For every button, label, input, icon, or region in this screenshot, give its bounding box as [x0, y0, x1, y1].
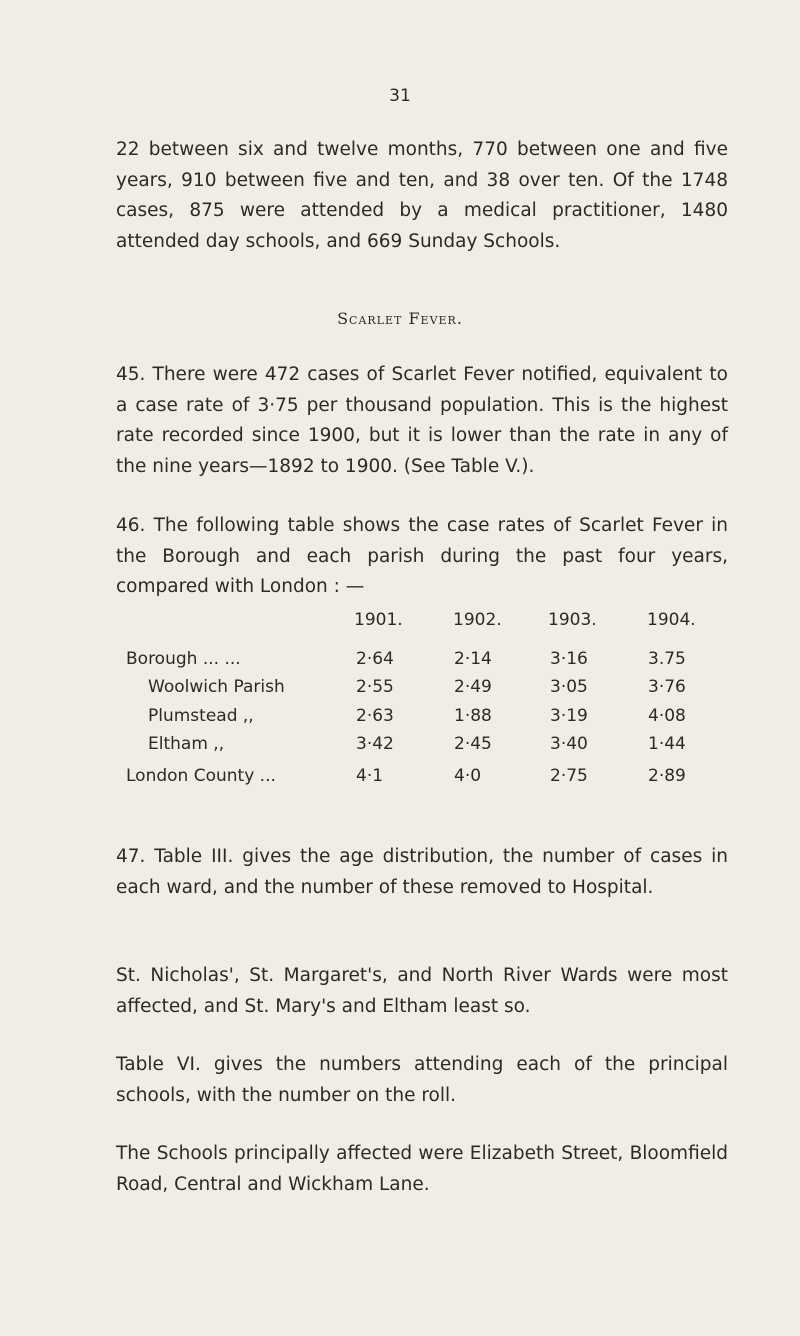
table-cell: 4·08: [648, 706, 686, 726]
paragraph-47: 47. Table III. gives the age distribution, the number of cases in each ward, and the number of these removed to Hospital.: [116, 846, 728, 898]
paragraph-46: 46. The following table shows the case rates of Scarlet Fever in the Borough and each parish during the past four years, compared with London : —: [116, 515, 728, 597]
table-cell: 2·14: [454, 649, 492, 669]
table-cell: 2·55: [356, 677, 394, 697]
table-cell: 2·75: [550, 766, 588, 786]
table-cell: 3·16: [550, 649, 588, 669]
table-cell: 3.75: [648, 649, 686, 669]
table-header: 1903.: [548, 610, 597, 630]
case-rate-table: [116, 610, 736, 786]
table-row-label: London County ...: [126, 766, 276, 786]
table-cell: 3·42: [356, 734, 394, 754]
paragraph-45: 45. There were 472 cases of Scarlet Fever notified, equivalent to a case rate of 3·75 per thousand population. This is the highest rate recorded since 1900, but it is lower than the rate in any of the nine years—1892 to 1900. (See Table V.).: [116, 364, 728, 477]
table-cell: 4·0: [454, 766, 482, 786]
table-cell: 4·1: [356, 766, 384, 786]
paragraph-continuation: 22 between six and twelve months, 770 between one and five years, 910 between five and ten, and 38 over ten. Of the 1748 cases, 875 were attended by a medical practitioner, 1480 attended day schools, and 669 Sunday Schools.: [116, 139, 728, 252]
section-heading: Scarlet Fever.: [337, 309, 463, 328]
table-header: 1904.: [647, 610, 696, 630]
table-cell: 2·45: [454, 734, 492, 754]
table-row-label: Eltham ,,: [148, 734, 225, 754]
table-cell: 2·49: [454, 677, 492, 697]
table-row-label: Borough ... ...: [126, 649, 241, 669]
table-cell: 2·89: [648, 766, 686, 786]
table-header: 1902.: [453, 610, 502, 630]
page-number: 31: [389, 86, 411, 106]
table-cell: 1·44: [648, 734, 686, 754]
table-cell: 3·76: [648, 677, 686, 697]
table-cell: 1·88: [454, 706, 492, 726]
paragraph-wards: St. Nicholas', St. Margaret's, and North River Wards were most affected, and St. Mary's and Eltham least so.: [116, 965, 728, 1017]
table-cell: 2·63: [356, 706, 394, 726]
table-cell: 3·05: [550, 677, 588, 697]
table-row-label: Woolwich Parish: [148, 677, 285, 697]
table-cell: 3·40: [550, 734, 588, 754]
table-row-label: Plumstead ,,: [148, 706, 254, 726]
paragraph-schools: The Schools principally affected were Elizabeth Street, Bloomfield Road, Central and Wickham Lane.: [116, 1143, 728, 1195]
table-cell: 2·64: [356, 649, 394, 669]
table-header: 1901.: [354, 610, 403, 630]
paragraph-table-vi: Table VI. gives the numbers attending each of the principal schools, with the number on the roll.: [116, 1054, 728, 1106]
table-cell: 3·19: [550, 706, 588, 726]
